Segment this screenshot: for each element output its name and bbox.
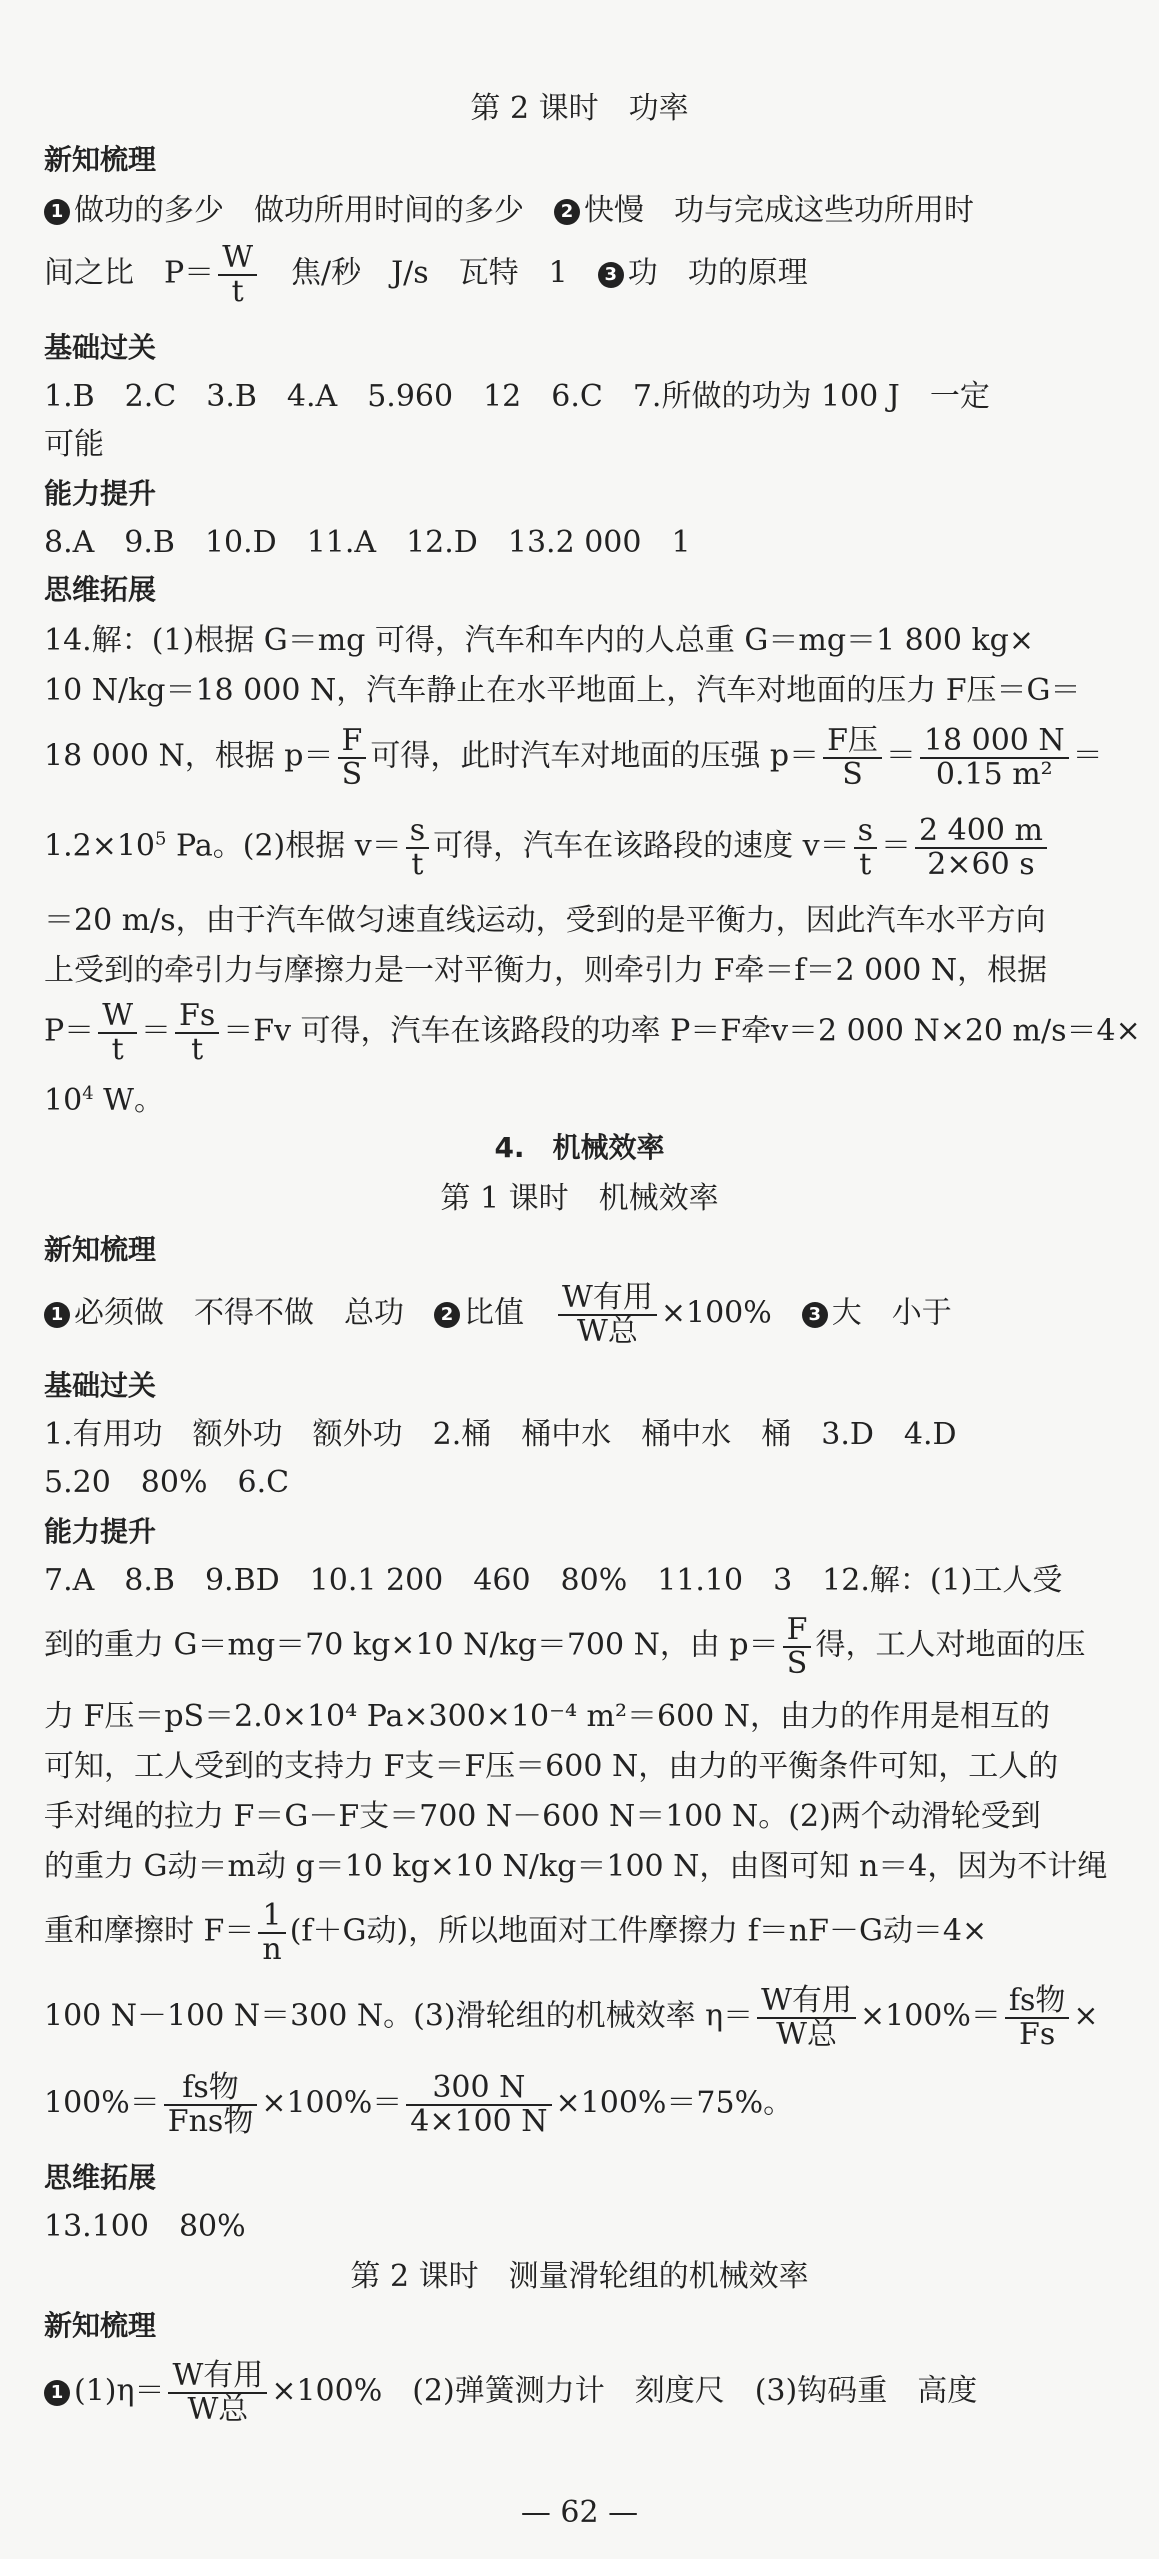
- circled-number: 2: [434, 1302, 460, 1328]
- circled-number: 3: [802, 1302, 828, 1328]
- circled-number: 3: [598, 262, 624, 288]
- section-heading: 基础过关: [44, 1369, 157, 1402]
- fraction: $\frac{F}{S}$: [338, 725, 367, 790]
- lesson-title: 第 2 课时 功率: [470, 91, 689, 126]
- section-heading: 能力提升: [44, 477, 157, 510]
- lesson-title: 第 1 课时 机械效率: [440, 1181, 719, 1216]
- text-line: 间之比 P＝ $\frac{W}{t}$ 焦/秒 J/s 瓦特 1 3 功 功的原理: [44, 240, 808, 309]
- fraction: $\frac{F}{S}$: [783, 1614, 812, 1679]
- fraction: $\frac{\text{fs物}}{Fs}$: [1005, 1985, 1070, 2050]
- text-line: 力 F压＝pS＝2.0×10⁴ Pa×300×10⁻⁴ m²＝600 N，由力的作用是相互的: [44, 1699, 1051, 1734]
- fraction: $\frac{18 000 N}{\text{0.15 m²}}$: [920, 725, 1069, 790]
- text-line: 1 必须做 不得不做 总功 2 比值 $\frac{\text{W有用}}{\text{W总}}$ ×100% 3 大 小于: [44, 1282, 1119, 1347]
- section-heading: 新知梳理: [44, 1233, 157, 1266]
- fraction: $\frac{\text{F压}}{S}$: [823, 725, 882, 790]
- fraction: $\frac{\text{W有用}}{\text{W总}}$: [168, 2360, 267, 2425]
- answer-line: 1.B 2.C 3.B 4.A 5.960 12 6.C 7.所做的功为 100 J 一定: [44, 379, 990, 414]
- text-line: 18 000 N，根据 p＝ $\frac{F}{S}$ 可得，此时汽车对地面的压强 p＝ $\frac{\text{F压}}{S}$ ＝ $\frac{18 000 N}{\text{0.15 m²}}$ ＝: [44, 723, 1103, 792]
- fraction: $\frac{\text{W有用}}{\text{W总}}$: [757, 1985, 856, 2050]
- circled-number: 1: [44, 2380, 70, 2406]
- section-heading: 思维拓展: [44, 2161, 157, 2194]
- text-line: 14.解：(1)根据 G＝mg 可得，汽车和车内的人总重 G＝mg＝1 800 kg×: [44, 623, 1034, 658]
- fraction: $\frac{2 400 m}{2\times 60 s}$: [915, 815, 1047, 880]
- fraction: $\frac{1}{n}$: [258, 1900, 285, 1965]
- text-line: ＝20 m/s，由于汽车做匀速直线运动，受到的是平衡力，因此汽车水平方向: [44, 903, 1046, 938]
- text-line: 的重力 G动＝m动 g＝10 kg×10 N/kg＝100 N，由图可知 n＝4，因为不计绳: [44, 1849, 1108, 1884]
- answer-line: 可能: [44, 427, 104, 462]
- section-heading: 基础过关: [44, 331, 157, 364]
- page-number: — 62 —: [520, 2495, 639, 2530]
- answer-line: 8.A 9.B 10.D 11.A 12.D 13.2 000 1: [44, 525, 691, 560]
- answer-line: 5.20 80% 6.C: [44, 1465, 290, 1500]
- circled-number: 1: [44, 199, 70, 225]
- fraction: $\frac{\text{W有用}}{\text{W总}}$: [558, 1282, 657, 1347]
- text-line: 100%＝ $\frac{\text{fs物}}{\text{Fns物}}$ ×100%＝ $\frac{300 N}{4\times 100 N}$ ×100%＝75%。: [44, 2070, 794, 2139]
- fraction: $\frac{Fs}{t}$: [175, 1000, 219, 1065]
- text-line: 10 N/kg＝18 000 N，汽车静止在水平地面上，汽车对地面的压力 F压＝G＝: [44, 673, 1081, 708]
- answer-line: 1.有用功 额外功 额外功 2.桶 桶中水 桶中水 桶 3.D 4.D: [44, 1417, 957, 1452]
- answer-line: 7.A 8.B 9.BD 10.1 200 460 80% 11.10 3 12.解：(1)工人受: [44, 1563, 1063, 1598]
- lesson-title: 第 2 课时 测量滑轮组的机械效率: [350, 2259, 809, 2294]
- section-heading: 新知梳理: [44, 2309, 157, 2342]
- fraction: $\frac{W}{t}$: [218, 242, 257, 307]
- text-line: 1 (1)η＝ $\frac{\text{W有用}}{\text{W总}}$ ×100% (2)弹簧测力计 刻度尺 (3)钩码重 高度: [44, 2360, 1119, 2425]
- section-heading: 思维拓展: [44, 573, 157, 606]
- circled-number: 2: [554, 199, 580, 225]
- section-heading: 能力提升: [44, 1515, 157, 1548]
- fraction: $\frac{W}{t}$: [98, 1000, 137, 1065]
- fraction: $\frac{300 N}{4\times 100 N}$: [406, 2072, 551, 2137]
- text-line: P＝ $\frac{W}{t}$ ＝ $\frac{Fs}{t}$ ＝Fv 可得，汽车在该路段的功率 P＝F牵v＝2 000 N×20 m/s＝4×: [44, 998, 1141, 1067]
- text-line: $1.2\times 10^5$ Pa。(2)根据 v＝ $\frac{s}{t}$ 可得，汽车在该路段的速度 v＝ $\frac{s}{t}$ ＝ $\frac{2 400 m}{2\times 60 s}$: [44, 815, 1119, 880]
- section-heading: 新知梳理: [44, 143, 157, 176]
- text-line: 重和摩擦时 F＝ $\frac{1}{n}$ (f＋G动)，所以地面对工件摩擦力 f＝nF－G动＝4×: [44, 1898, 988, 1967]
- text-line: 可知，工人受到的支持力 F支＝F压＝600 N，由力的平衡条件可知，工人的: [44, 1749, 1059, 1784]
- fraction: $\frac{s}{t}$: [854, 815, 877, 880]
- text-line: 上受到的牵引力与摩擦力是一对平衡力，则牵引力 F牵＝f＝2 000 N，根据: [44, 953, 1048, 988]
- text-line: $10^4$ W。: [44, 1083, 165, 1118]
- circled-number: 1: [44, 1302, 70, 1328]
- answer-line: 13.100 80%: [44, 2209, 246, 2244]
- text-line: 1 做功的多少 做功所用时间的多少 2 快慢 功与完成这些功所用时: [44, 192, 1119, 230]
- fraction: $\frac{\text{fs物}}{\text{Fns物}}$: [164, 2072, 258, 2137]
- text-line: 手对绳的拉力 F＝G－F支＝700 N－600 N＝100 N。(2)两个动滑轮受到: [44, 1799, 1041, 1834]
- fraction: $\frac{s}{t}$: [406, 815, 429, 880]
- text-line: 到的重力 G＝mg＝70 kg×10 N/kg＝700 N，由 p＝ $\frac{F}{S}$ 得，工人对地面的压: [44, 1612, 1086, 1681]
- text-line: 100 N－100 N＝300 N。(3)滑轮组的机械效率 η＝ $\frac{\text{W有用}}{\text{W总}}$ ×100%＝ $\frac{\text{fs物}}{Fs}$ ×: [44, 1983, 1099, 2052]
- chapter-title: 4. 机械效率: [494, 1131, 665, 1164]
